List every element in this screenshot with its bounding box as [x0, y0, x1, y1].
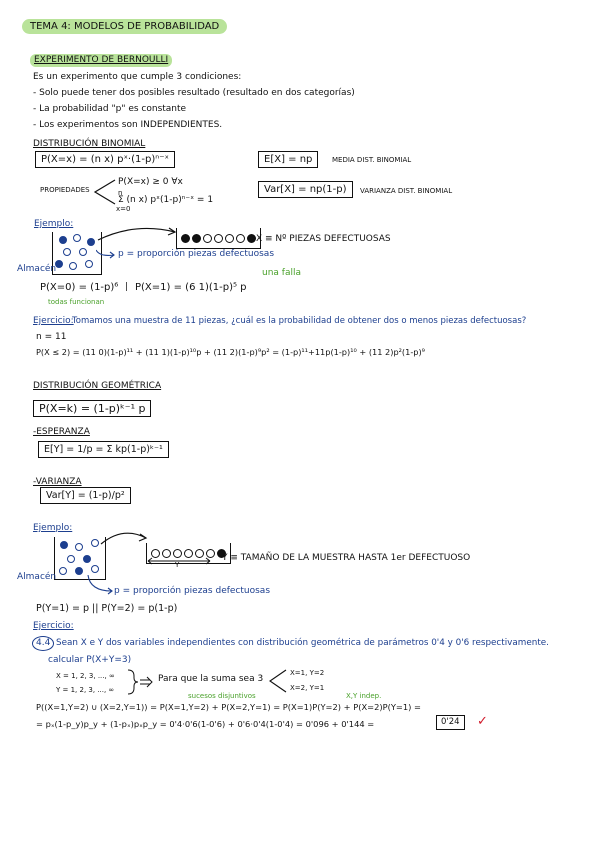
ejercicio2-indep: X,Y indep.	[346, 692, 382, 700]
geometrica-esp-label: -ESPERANZA	[33, 427, 90, 437]
piece-circle	[214, 234, 223, 243]
binomial-var-label: VARIANZA DIST. BINOMIAL	[360, 187, 453, 195]
bernoulli-cond-3: - Los experimentos son INDEPENDIENTES.	[33, 120, 223, 130]
binomial-prop-label: PROPIEDADES	[40, 186, 90, 194]
piece-circle	[225, 234, 234, 243]
piece-dot	[67, 555, 75, 563]
piece-dot	[60, 541, 68, 549]
ejercicio2-para: Para que la suma sea 3	[158, 674, 264, 684]
page-title-text: TEMA 4: MODELOS DE PROBABILIDAD	[30, 21, 220, 32]
brace-icon	[93, 178, 117, 206]
arrow-icon	[86, 575, 116, 597]
ex2-p-def: p = proporción piezas defectuosas	[114, 586, 271, 596]
piece-dot	[75, 543, 83, 551]
piece-dot	[63, 248, 71, 256]
piece-dot	[73, 234, 81, 242]
piece-dot	[75, 567, 83, 575]
geometrica-pmf: P(X=k) = (1-p)ᵏ⁻¹ p	[33, 400, 151, 417]
piece-dot	[55, 260, 63, 268]
binomial-mean-label: MEDIA DIST. BINOMIAL	[332, 156, 412, 164]
ejercicio2-sucesos: sucesos disjuntivos	[188, 692, 256, 700]
ex2-y-def: Y ≡ TAMAÑO DE LA MUESTRA HASTA 1er DEFECTUOSO	[222, 553, 471, 563]
piece-circle	[181, 234, 190, 243]
page-title	[22, 19, 227, 34]
piece-dot	[83, 555, 91, 563]
ex2-label: Ejemplo:	[33, 523, 73, 533]
ex1-una-falla: una falla	[262, 268, 301, 278]
binomial-pmf: P(X=x) = (n x) pˣ·(1-p)ⁿ⁻ˣ	[35, 151, 175, 168]
ex1-x-def: X ≡ Nº PIEZAS DEFECTUOSAS	[256, 234, 391, 244]
arrow-icon	[98, 526, 150, 546]
ejercicio1-eq: P(X ≤ 2) = (11 0)(1-p)¹¹ + (11 1)(1-p)¹⁰p + (11 2)(1-p)⁹p² = (1-p)¹¹+11p(1-p)¹⁰ + (11 2)p²(1-p)⁹	[36, 347, 425, 357]
piece-dot	[91, 565, 99, 573]
geometrica-esp: E[Y] = 1/p = Σ kp(1-p)ᵏ⁻¹	[38, 441, 169, 458]
ex1-p-def: p = proporción piezas defectuosas	[118, 249, 275, 259]
piece-dot	[59, 236, 67, 244]
ejercicio2-calc: calcular P(X+Y=3)	[48, 655, 132, 665]
geometrica-heading: DISTRIBUCIÓN GEOMÉTRICA	[33, 381, 162, 391]
piece-dot	[79, 248, 87, 256]
ex1-sample-row	[176, 228, 261, 249]
binomial-heading: DISTRIBUCIÓN BINOMIAL	[33, 139, 146, 149]
binomial-mean: E[X] = np	[258, 151, 318, 168]
piece-dot	[85, 260, 93, 268]
ejercicio2-x-range: X = 1, 2, 3, ..., ∞	[56, 672, 115, 680]
bernoulli-cond-1: - Solo puede tener dos posibles resultado (resultado en dos categorías)	[33, 88, 355, 98]
arrow-icon	[95, 222, 180, 242]
geometrica-var: Var[Y] = (1-p)/p²	[40, 487, 131, 504]
ex1-todas: todas funcionan	[48, 298, 105, 306]
brace-icon	[268, 668, 288, 694]
piece-dot	[87, 238, 95, 246]
ejercicio2-y-range: Y = 1, 2, 3, ..., ∞	[56, 686, 115, 694]
ejercicio2-answer: 0'24	[436, 715, 465, 730]
ex1-almacen: Almacén	[17, 264, 57, 274]
ejercicio1-label: Ejercicio:	[33, 316, 74, 326]
geometrica-var-label: -VARIANZA	[33, 477, 82, 487]
binomial-var: Var[X] = np(1-p)	[258, 181, 353, 198]
ejercicio2-label: Ejercicio:	[33, 621, 74, 631]
binomial-prop-2-bottom: x=0	[116, 205, 131, 213]
brace-implies-icon	[126, 668, 154, 696]
piece-circle	[236, 234, 245, 243]
ex1-eq-sep: |	[125, 282, 129, 292]
ex1-eq-b: P(X=1) = (6 1)(1-p)⁵ p	[135, 282, 247, 293]
binomial-prop-1: P(X=x) ≥ 0 ∀x	[118, 177, 183, 187]
bernoulli-heading: EXPERIMENTO DE BERNOULLI	[30, 54, 172, 67]
piece-circle	[247, 234, 256, 243]
piece-circle	[192, 234, 201, 243]
ex1-label: Ejemplo:	[34, 219, 74, 229]
binomial-prop-2: Σ (n x) pˣ(1-p)ⁿ⁻ˣ = 1	[118, 195, 214, 205]
ex2-almacen: Almacén	[17, 572, 57, 582]
piece-dot	[69, 262, 77, 270]
ex1-eq-a: P(X=0) = (1-p)⁶	[40, 282, 119, 293]
ex2-eq: P(Y=1) = p || P(Y=2) = p(1-p)	[36, 603, 178, 614]
ejercicio1-n: n = 11	[36, 332, 67, 342]
arrow-icon	[96, 249, 118, 259]
check-icon: ✓	[477, 714, 488, 729]
ejercicio1-text: Tomamos una muestra de 11 piezas, ¿cuál es la probabilidad de obtener dos o menos piezas defectuosas?	[72, 316, 527, 326]
piece-dot	[59, 567, 67, 575]
ex2-y-mark: Y	[175, 561, 180, 569]
ejercicio2-line1: P((X=1,Y=2) ∪ (X=2,Y=1)) = P(X=1,Y=2) + P(X=2,Y=1) = P(X=1)P(Y=2) + P(X=2)P(Y=1) =	[36, 702, 421, 712]
ejercicio2-num: 4.4	[32, 636, 54, 651]
bernoulli-intro: Es un experimento que cumple 3 condiciones:	[33, 72, 242, 82]
ejercicio2-line2: = pₓ(1-p_y)p_y + (1-pₓ)pₓp_y = 0'4·0'6(1-0'6) + 0'6·0'4(1-0'4) = 0'096 + 0'144 =	[36, 719, 375, 729]
binomial-prop-2-top: n	[118, 189, 123, 197]
ejercicio2-s2: X=2, Y=1	[290, 684, 325, 692]
ejercicio2-s1: X=1, Y=2	[290, 669, 325, 677]
bernoulli-cond-2: - La probabilidad "p" es constante	[33, 104, 187, 114]
piece-circle	[203, 234, 212, 243]
ejercicio2-text: Sean X e Y dos variables independientes con distribución geométrica de parámetros 0'4 y 0'6 respectivamente.	[56, 638, 549, 648]
